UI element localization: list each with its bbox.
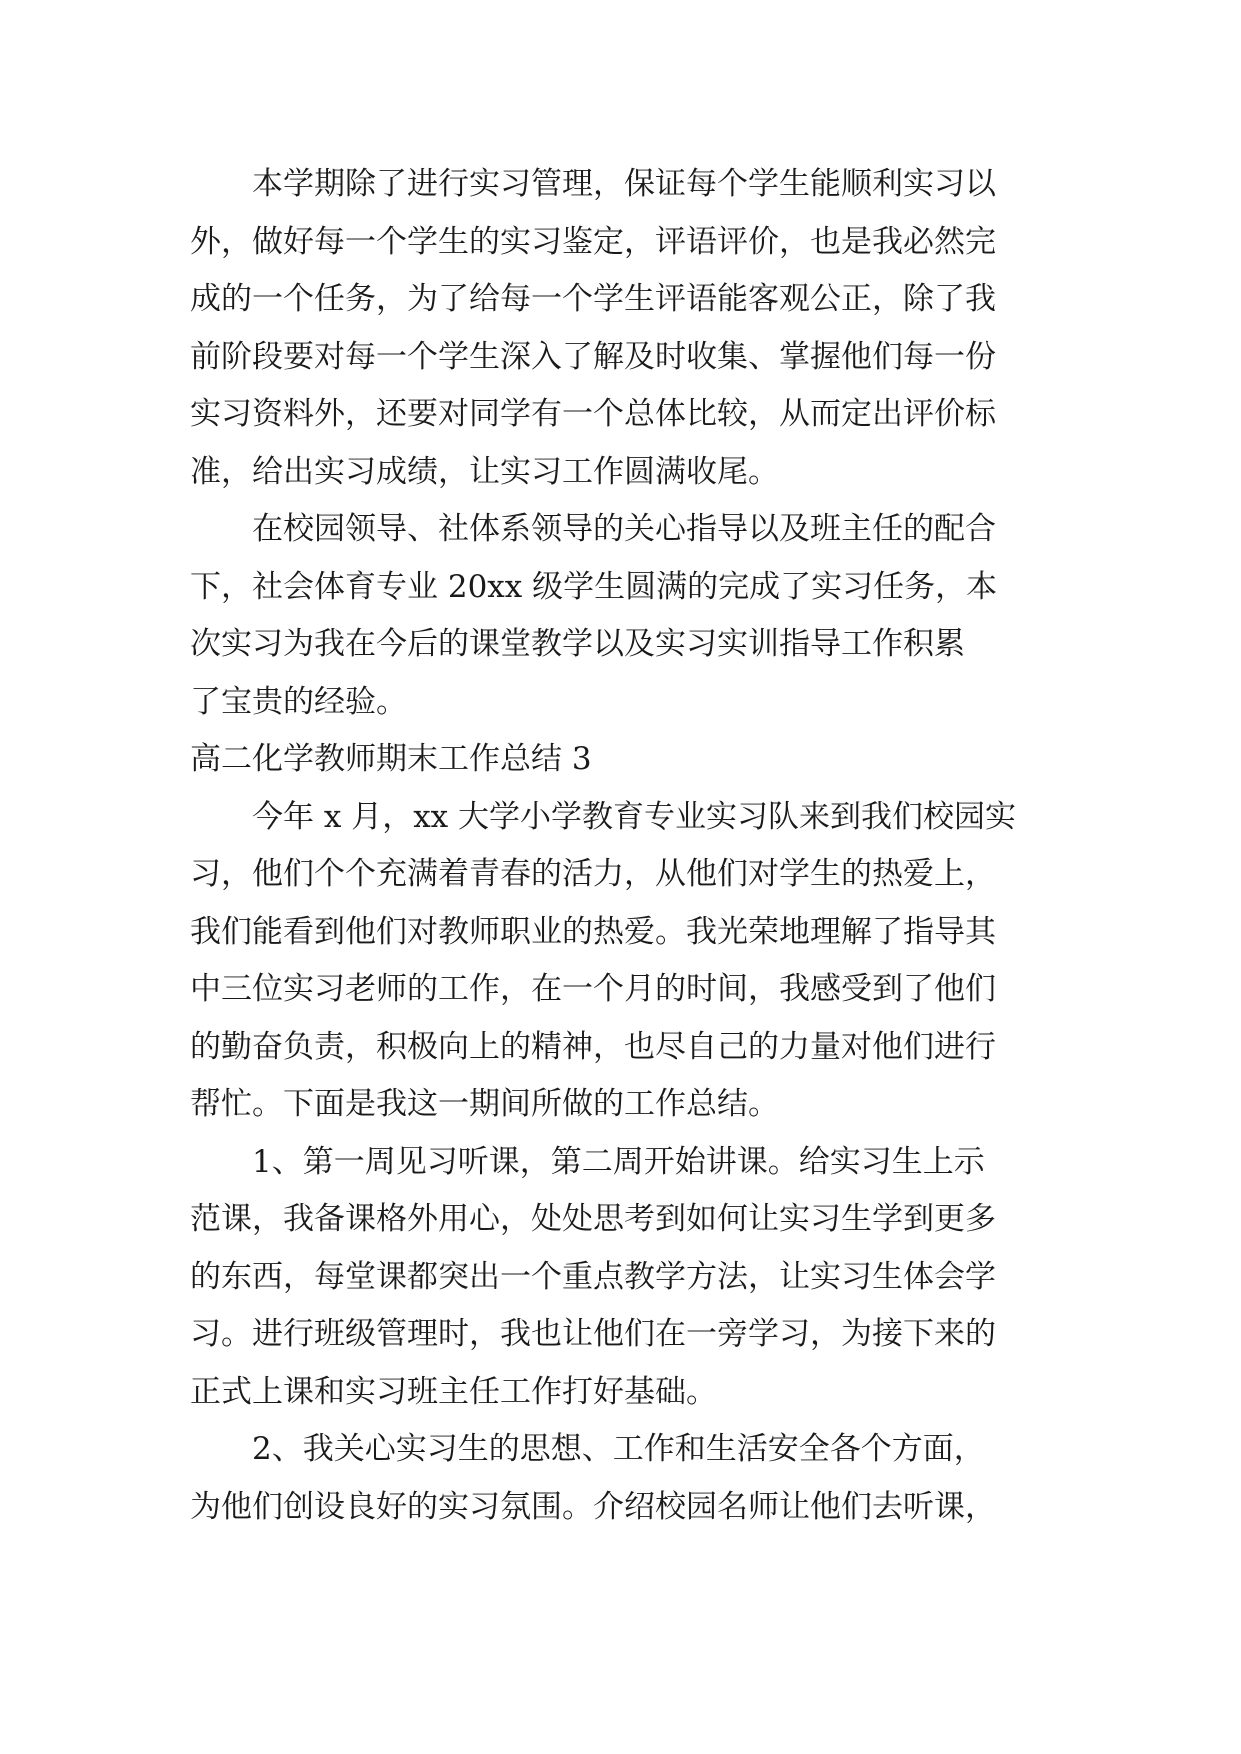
document-body <box>190 156 1050 1536</box>
text-line: 外，做好每一个学生的实习鉴定，评语评价，也是我必然完 <box>190 223 996 260</box>
text-line: 1、第一周见习听课，第二周开始讲课。给实习生上示 <box>252 1143 985 1180</box>
text-line: 的勤奋负责，积极向上的精神，也尽自己的力量对他们进行 <box>190 1028 996 1065</box>
paragraph-intern-team-intro <box>190 789 1050 1134</box>
text-line: 帮忙。下面是我这一期间所做的工作总结。 <box>190 1086 779 1122</box>
text-line: 习。进行班级管理时，我也让他们在一旁学习，为接下来的 <box>190 1316 996 1352</box>
text-line: 前阶段要对每一个学生深入了解及时收集、掌握他们每一份 <box>190 338 996 375</box>
paragraph-item-2 <box>190 1421 1050 1536</box>
text-line: 为他们创设良好的实习氛围。介绍校园名师让他们去听课， <box>190 1488 996 1525</box>
text-line: 中三位实习老师的工作，在一个月的时间，我感受到了他们 <box>190 971 996 1007</box>
text-line: 2、我关心实习生的思想、工作和生活安全各个方面， <box>252 1431 985 1467</box>
text-line: 正式上课和实习班主任工作打好基础。 <box>190 1373 717 1410</box>
paragraph-internship-completion <box>190 501 1050 731</box>
text-line: 我们能看到他们对教师职业的热爱。我光荣地理解了指导其 <box>190 913 996 950</box>
paragraph-internship-evaluation <box>190 156 1050 501</box>
text-line: 本学期除了进行实习管理，保证每个学生能顺利实习以 <box>252 166 996 202</box>
text-line: 下，社会体育专业 20xx 级学生圆满的完成了实习任务，本 <box>190 568 998 605</box>
text-line: 准，给出实习成绩，让实习工作圆满收尾。 <box>190 453 779 490</box>
text-line: 的东西，每堂课都突出一个重点教学方法，让实习生体会学 <box>190 1258 996 1295</box>
text-line: 了宝贵的经验。 <box>190 683 407 720</box>
text-line: 次实习为我在今后的课堂教学以及实习实训指导工作积累 <box>190 626 965 662</box>
text-line: 在校园领导、社体系领导的关心指导以及班主任的配合 <box>252 511 996 547</box>
paragraph-item-1 <box>190 1134 1050 1422</box>
text-line: 范课，我备课格外用心，处处思考到如何让实习生学到更多 <box>190 1201 996 1237</box>
text-line: 今年 x 月，xx 大学小学教育专业实习队来到我们校园实 <box>252 798 1017 835</box>
text-line: 成的一个任务，为了给每一个学生评语能客观公正，除了我 <box>190 281 996 317</box>
section-heading: 高二化学教师期末工作总结 3 <box>190 741 592 777</box>
text-line: 实习资料外，还要对同学有一个总体比较，从而定出评价标 <box>190 396 996 432</box>
text-line: 习，他们个个充满着青春的活力，从他们对学生的热爱上， <box>190 856 996 892</box>
